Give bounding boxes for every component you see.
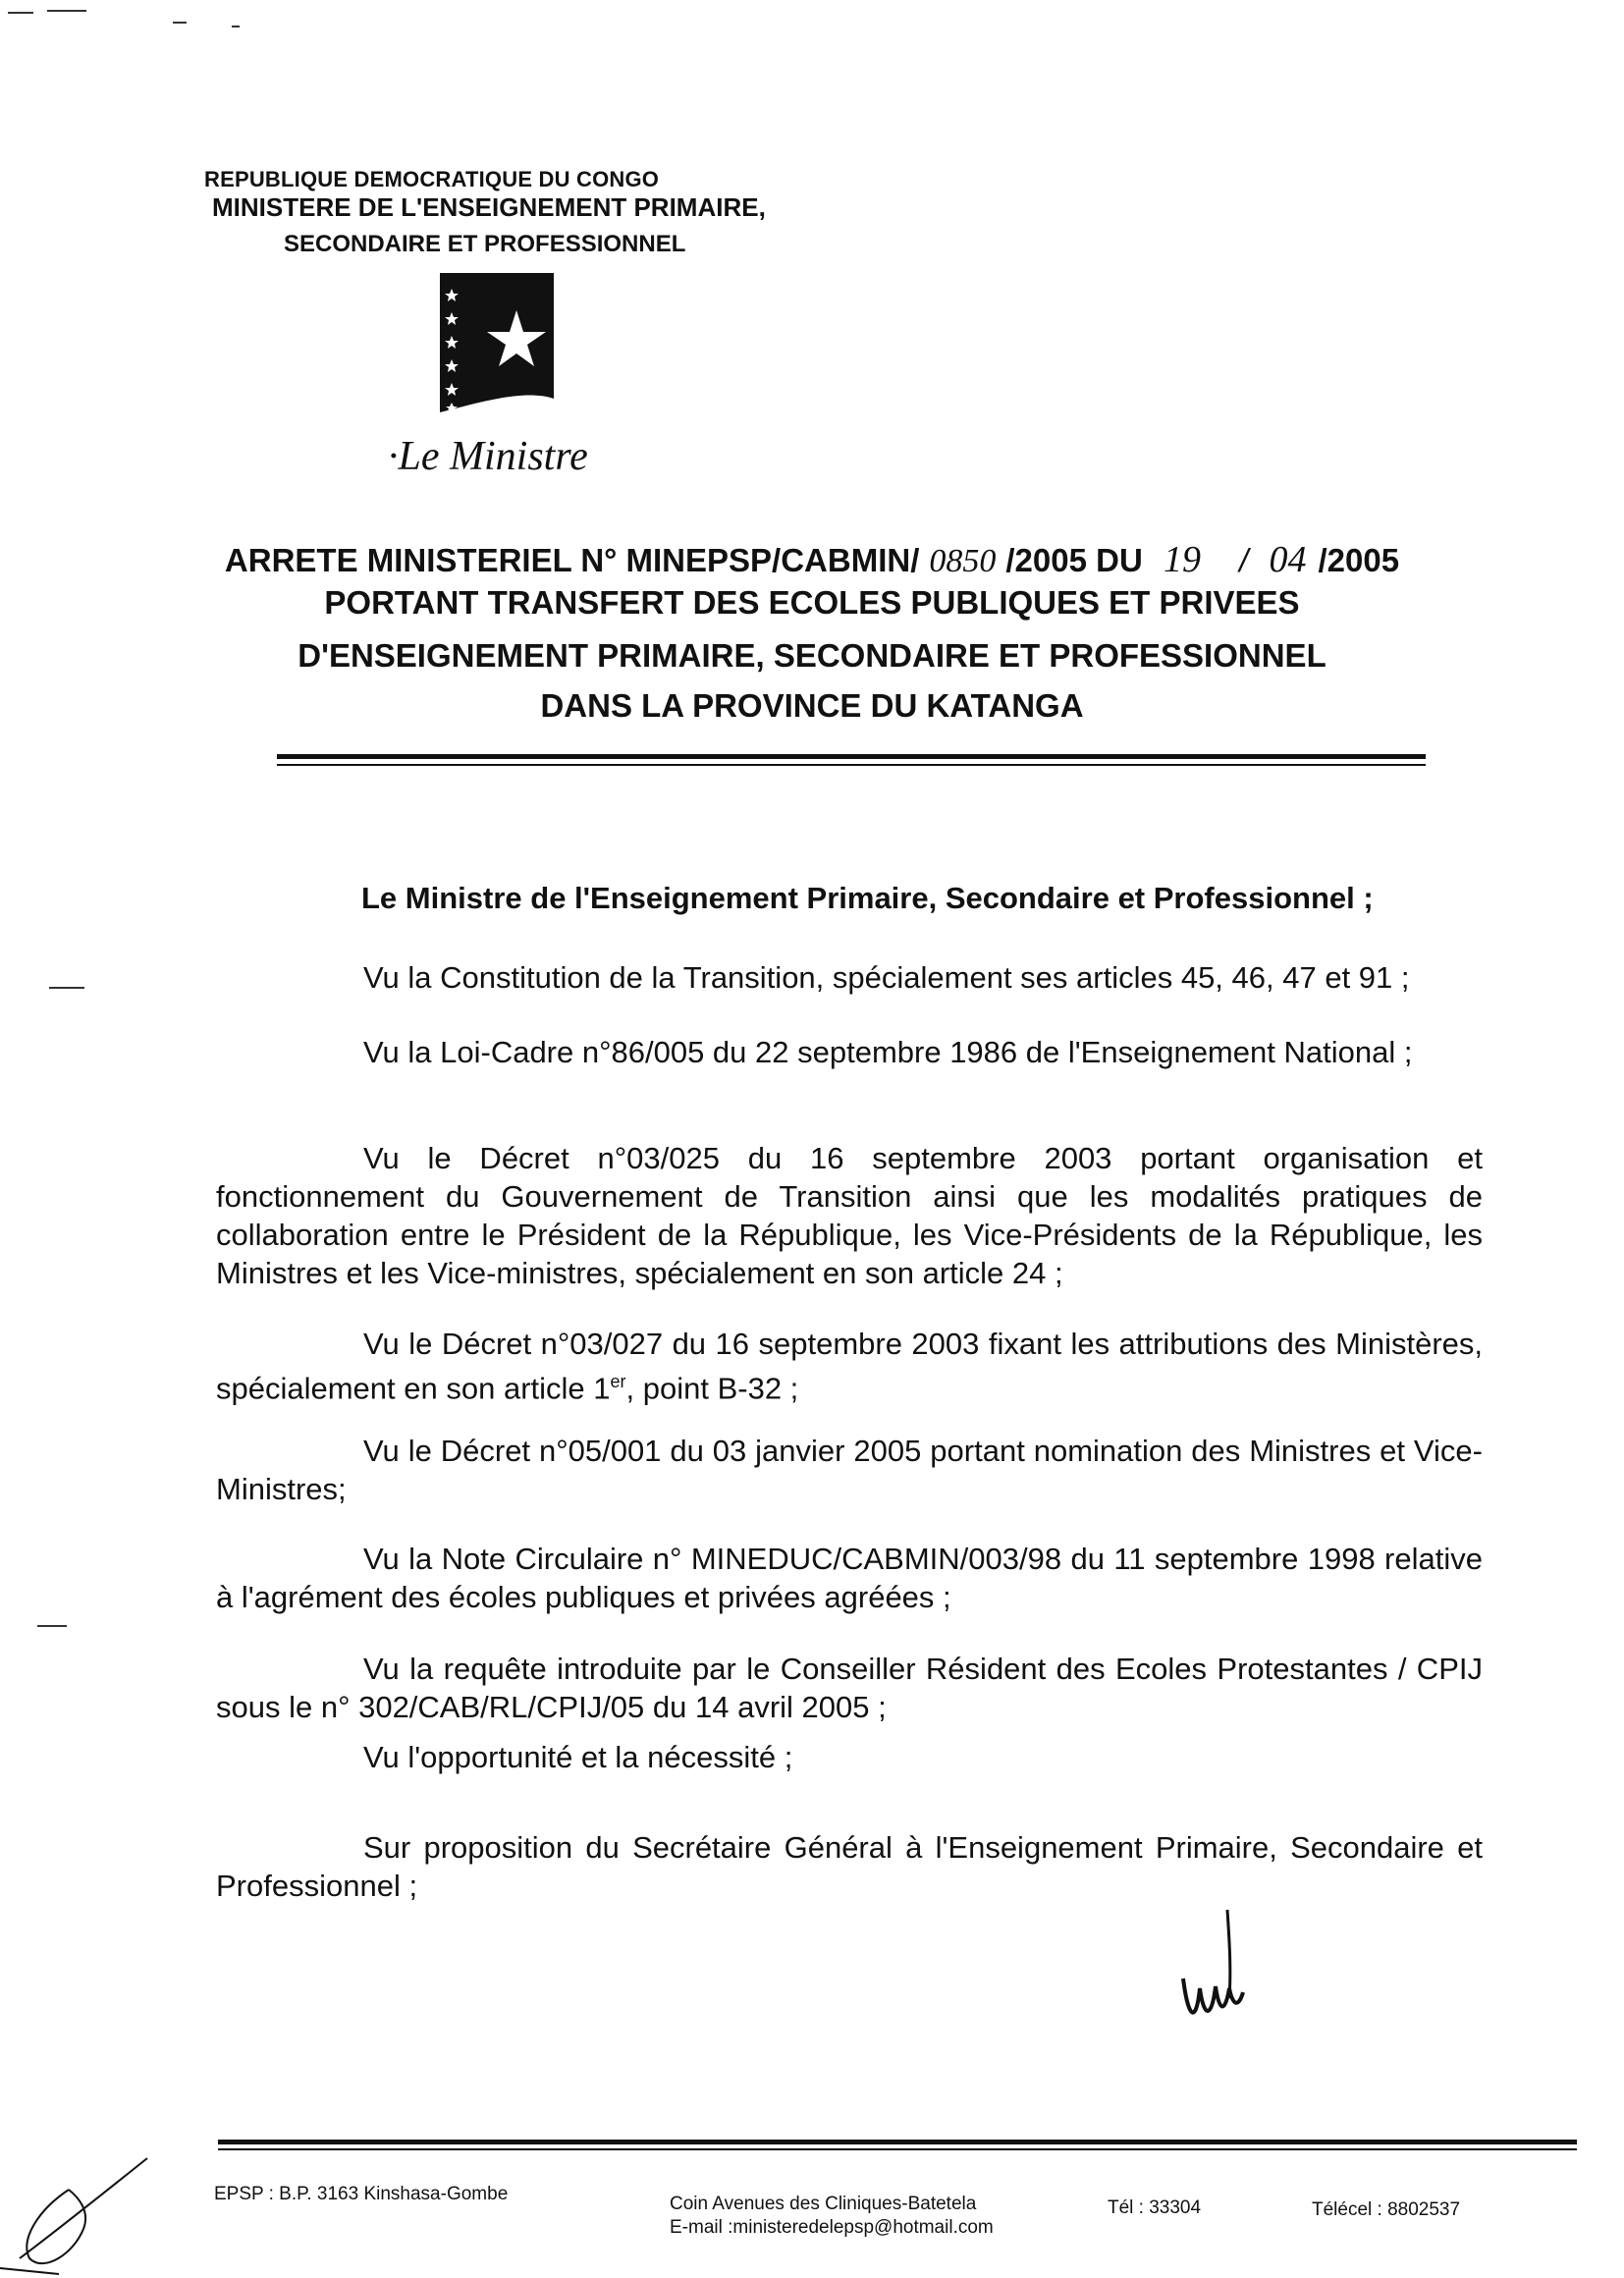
scan-mark: [8, 12, 33, 14]
considerant-9: Sur proposition du Secrétaire Général à l'Enseignement Primaire, Secondaire et Professionnel ;: [216, 1830, 1483, 1903]
considerant-5: Vu le Décret n°05/001 du 03 janvier 2005 portant nomination des Ministres et Vice-Ministres;: [216, 1434, 1483, 1506]
handwritten-number: 0850: [929, 543, 997, 579]
considerant-8: Vu l'opportunité et la nécessité ;: [363, 1740, 793, 1774]
scan-mark: [173, 22, 187, 24]
congo-flag-emblem: [440, 273, 554, 412]
arrete-prefix: ARRETE MINISTERIEL N° MINEPSP/CABMIN/: [224, 542, 920, 578]
title-rule-thick: [277, 754, 1426, 759]
considerant-4: Vu le Décret n°03/027 du 16 septembre 2003 fixant les attributions des Ministères, spécialement en son article 1er, point B-32 ;: [216, 1327, 1483, 1406]
lead-statement: Le Ministre de l'Enseignement Primaire, Secondaire et Professionnel ;: [361, 881, 1374, 915]
scan-mark: [47, 10, 86, 12]
paraph-signature: [0, 2150, 157, 2278]
considerant-2: Vu la Loi-Cadre n°86/005 du 22 septembre 1986 de l'Enseignement National ;: [363, 1035, 1413, 1069]
handwritten-month: 04: [1269, 539, 1307, 580]
scan-mark: [232, 26, 240, 27]
considerant-7: Vu la requête introduite par le Conseiller Résident des Ecoles Protestantes / CPIJ sous le n° 302/CAB/RL/CPIJ/05 du 14 avril 2005 ;: [216, 1652, 1483, 1724]
footer-corner-address: Coin Avenues des Cliniques-Batetela: [670, 2194, 977, 2214]
arrete-year: /2005 DU: [1005, 542, 1143, 578]
ministry-name-line2: SECONDAIRE ET PROFESSIONNEL: [284, 231, 686, 257]
initials-signature: [1168, 1910, 1257, 2028]
footer-address: EPSP : B.P. 3163 Kinshasa-Gombe: [214, 2184, 509, 2204]
considerant-6: Vu la Note Circulaire n° MINEDUC/CABMIN/003/98 du 11 septembre 1998 relative à l'agrément des écoles publiques et privées agréées ;: [216, 1542, 1483, 1614]
title-line-4: DANS LA PROVINCE DU KATANGA: [540, 687, 1084, 724]
title-line-3: D'ENSEIGNEMENT PRIMAIRE, SECONDAIRE ET PROFESSIONNEL: [298, 637, 1326, 674]
country-name: REPUBLIQUE DEMOCRATIQUE DU CONGO: [204, 167, 660, 191]
arrete-number-line: [0, 538, 1624, 581]
title-rule-thin: [277, 764, 1426, 766]
considerant-1: Vu la Constitution de la Transition, spécialement ses articles 45, 46, 47 et 91 ;: [363, 960, 1410, 995]
footer-telecel: Télécel : 8802537: [1312, 2199, 1461, 2220]
title-line-2: PORTANT TRANSFERT DES ECOLES PUBLIQUES ET PRIVEES: [324, 584, 1300, 621]
scan-mark: [37, 1625, 67, 1627]
minister-label: ·Le Ministre: [388, 434, 588, 479]
footer-rule-thick: [218, 2140, 1577, 2144]
footer-tel: Tél : 33304: [1108, 2197, 1202, 2218]
date-separator: /: [1239, 542, 1249, 578]
handwritten-day: 19: [1163, 539, 1201, 580]
arrete-year-end: /2005: [1318, 542, 1400, 578]
footer-rule-thin: [218, 2148, 1577, 2150]
considerant-3: Vu le Décret n°03/025 du 16 septembre 2003 portant organisation et fonctionnement du Gouvernement de Transition ainsi que les modalités pratiques de collaboration entre le Président de la République, les Vice-Présidents de la République, les Ministres et les Vice-ministres, spécialement en son article 24 ;: [216, 1141, 1483, 1290]
scan-mark: [49, 987, 84, 989]
footer-email: E-mail :ministeredelepsp@hotmail.com: [670, 2217, 994, 2238]
ministry-name: MINISTERE DE L'ENSEIGNEMENT PRIMAIRE,: [212, 192, 766, 222]
